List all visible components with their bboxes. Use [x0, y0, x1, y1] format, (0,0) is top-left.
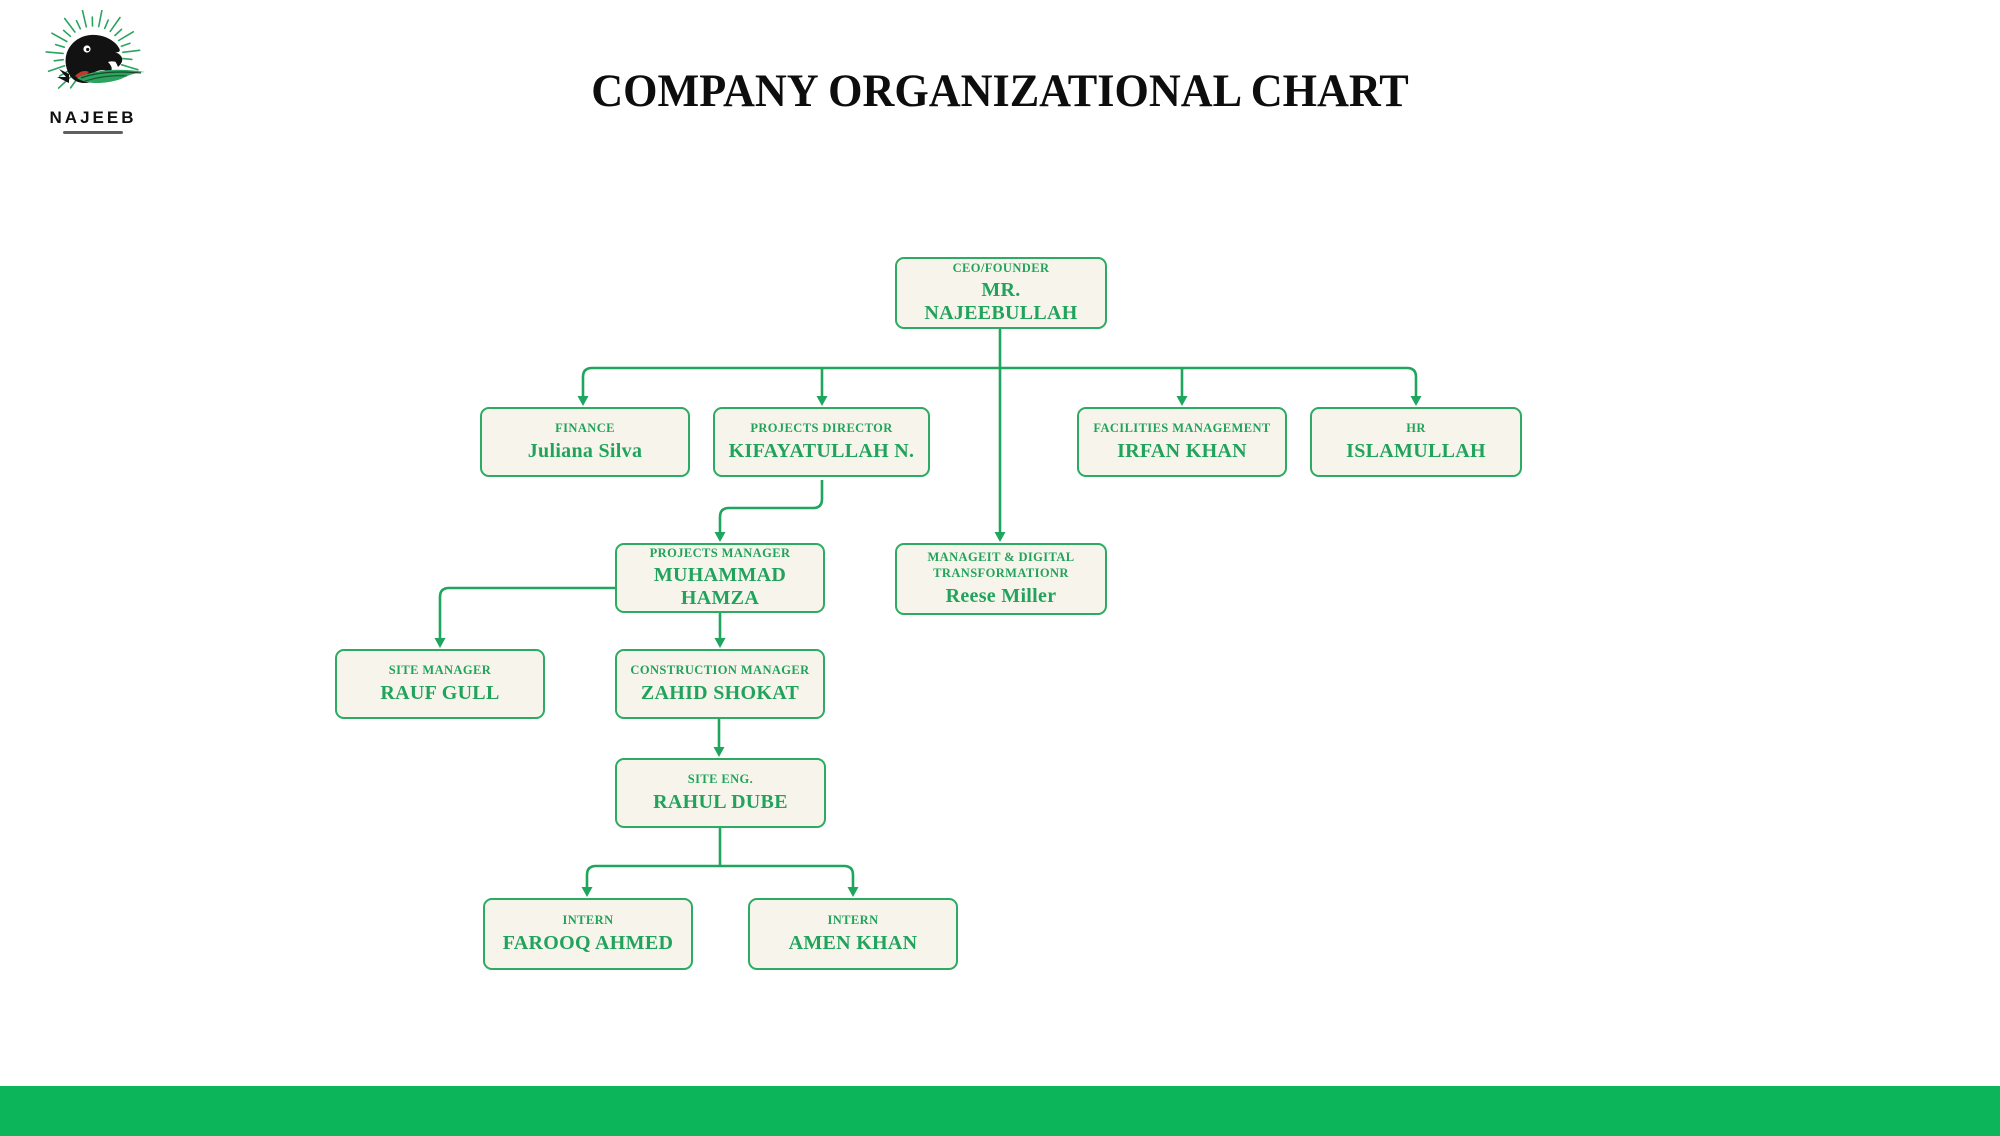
node-name: Juliana Silva — [527, 439, 643, 462]
node-name: RAUF GULL — [380, 681, 500, 704]
node-name: MR. NAJEEBULLAH — [924, 279, 1078, 325]
node-role: SITE ENG. — [687, 772, 754, 787]
connector-director-pm — [720, 480, 822, 534]
node-role: CEO/FOUNDER — [952, 260, 1050, 275]
node-name: KIFAYATULLAH N. — [728, 439, 915, 462]
node-name: AMEN KHAN — [788, 931, 918, 954]
node-name: MUHAMMAD HAMZA — [653, 564, 787, 610]
node-role: MANAGEIT & DIGITAL TRANSFORMATIONR — [927, 550, 1075, 580]
node-role: PROJECTS DIRECTOR — [750, 421, 893, 436]
node-role: FACILITIES MANAGEMENT — [1093, 421, 1271, 436]
eagle-pupil — [86, 48, 89, 51]
org-node-ceo — [895, 257, 1107, 329]
node-name: IRFAN KHAN — [1117, 439, 1247, 462]
node-role: PROJECTS MANAGER — [649, 545, 791, 560]
node-role: HR — [1406, 421, 1426, 436]
node-name: ZAHID SHOKAT — [640, 681, 800, 704]
connector-interns-rail — [587, 866, 853, 889]
node-name: FAROOQ AHMED — [502, 931, 674, 954]
node-role: SITE MANAGER — [388, 663, 492, 678]
org-node-projects-manager — [615, 543, 825, 613]
node-role: INTERN — [562, 913, 614, 928]
org-node-hr — [1310, 407, 1522, 477]
org-node-intern-amen — [748, 898, 958, 970]
connector-row2-rail — [583, 368, 1416, 398]
node-role: INTERN — [827, 913, 879, 928]
org-node-site-eng — [615, 758, 826, 828]
org-node-finance — [480, 407, 690, 477]
org-node-it-digital — [895, 543, 1107, 615]
logo-tagline — [63, 131, 123, 134]
org-node-intern-farooq — [483, 898, 693, 970]
org-node-facilities — [1077, 407, 1287, 477]
connector-pm-sitemgr — [440, 588, 615, 640]
node-name: Reese Miller — [945, 584, 1057, 607]
node-name: RAHUL DUBE — [653, 790, 788, 813]
org-node-site-manager — [335, 649, 545, 719]
node-name: ISLAMULLAH — [1346, 439, 1486, 462]
org-node-projects-director — [713, 407, 930, 477]
footer-bar — [0, 1086, 2000, 1136]
node-role: FINANCE — [555, 421, 615, 436]
node-role: CONSTRUCTION MANAGER — [630, 663, 810, 678]
logo-brand-text: NAJEEB — [49, 108, 137, 127]
org-node-construction-manager — [615, 649, 825, 719]
page-title: COMPANY ORGANIZATIONAL CHART — [591, 65, 1409, 117]
